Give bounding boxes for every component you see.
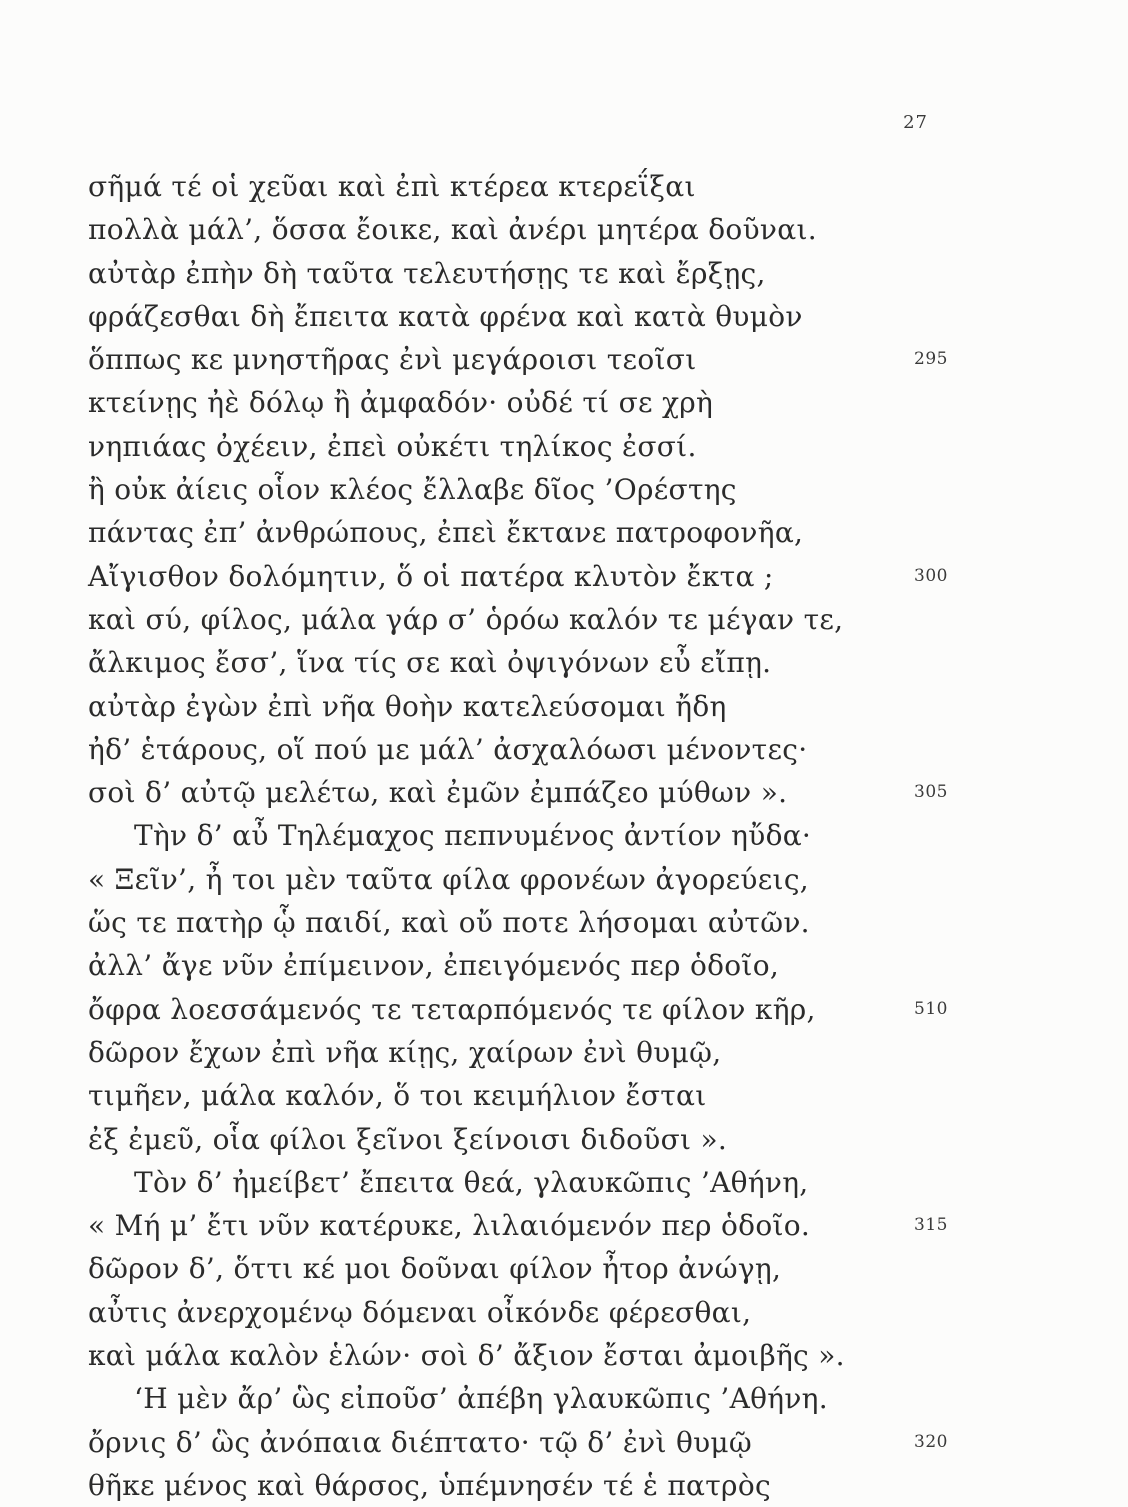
line-number: 295 [914,349,948,370]
verse-text: ὄρνις δ’ ὣς ἀνόπαια διέπτατο· τῷ δ’ ἐνὶ θυμῷ [88,1425,753,1459]
verse-line [88,252,948,295]
verse-text: αὐτὰρ ἐπὴν δὴ ταῦτα τελευτήσῃς τε καὶ ἔρξῃς, [88,256,766,290]
verse-line [88,1031,948,1074]
verse-text: τιμῆεν, μάλα καλόν, ὅ τοι κειμήλιον ἔσται [88,1079,707,1113]
verse-line [88,685,948,728]
verse-text: δῶρον ἔχων ἐπὶ νῆα κίῃς, χαίρων ἐνὶ θυμῷ, [88,1035,722,1069]
verse-line [88,555,948,598]
verse-block [88,165,948,1507]
verse-line [88,1161,948,1204]
verse-line [88,338,948,381]
verse-text: ὥς τε πατὴρ ᾧ παιδί, καὶ οὔ ποτε λήσομαι αὐτῶν. [88,906,810,940]
verse-text: καὶ σύ, φίλος, μάλα γάρ σ’ ὁρόω καλόν τε μέγαν τε, [88,602,844,636]
verse-line [88,1247,948,1290]
verse-text: φράζεσθαι δὴ ἔπειτα κατὰ φρένα καὶ κατὰ θυμὸν [88,299,803,333]
verse-line [88,511,948,554]
verse-text: Τὴν δ’ αὖ Τηλέμαχος πεπνυμένος ἀντίον ηὔδα· [134,819,812,853]
verse-text: πολλὰ μάλ’, ὅσσα ἔοικε, καὶ ἀνέρι μητέρα δοῦναι. [88,213,817,247]
line-number: 315 [914,1215,948,1236]
verse-line [88,988,948,1031]
verse-text: πάντας ἐπ’ ἀνθρώπους, ἐπεὶ ἔκτανε πατροφονῆα, [88,516,804,550]
verse-line [88,425,948,468]
verse-text: νηπιάας ὀχέειν, ἐπεὶ οὐκέτι τηλίκος ἐσσί. [88,429,697,463]
verse-line [88,165,948,208]
verse-line [88,1334,948,1377]
verse-text: « Μή μ’ ἔτι νῦν κατέρυκε, λιλαιόμενόν περ ὁδοῖο. [88,1209,811,1243]
verse-line [88,728,948,771]
verse-line [88,641,948,684]
line-number: 300 [914,565,948,586]
verse-line [88,1464,948,1507]
verse-text: καὶ μάλα καλὸν ἑλών· σοὶ δ’ ἄξιον ἔσται ἀμοιβῆς ». [88,1339,845,1373]
verse-line [88,1118,948,1161]
verse-line [88,208,948,251]
verse-line [88,1074,948,1117]
page-number: 27 [903,112,928,133]
verse-text: ἄλκιμος ἔσσ’, ἵνα τίς σε καὶ ὀψιγόνων εὖ εἴπῃ. [88,646,772,680]
verse-text: αὐτὰρ ἐγὼν ἐπὶ νῆα θοὴν κατελεύσομαι ἤδη [88,689,727,723]
verse-text: « Ξεῖν’, ἦ τοι μὲν ταῦτα φίλα φρονέων ἀγορεύεις, [88,862,810,896]
verse-text: Αἴγισθον δολόμητιν, ὅ οἱ πατέρα κλυτὸν ἔκτα ; [88,559,774,593]
verse-text: ὄφρα λοεσσάμενός τε τεταρπόμενός τε φίλον κῆρ, [88,992,816,1026]
verse-text: ἠδ’ ἑτάρους, οἵ πού με μάλ’ ἀσχαλόωσι μένοντες· [88,732,808,766]
verse-line [88,468,948,511]
verse-line [88,1421,948,1464]
verse-line [88,944,948,987]
verse-line [88,295,948,338]
verse-text: ‘Η μὲν ἄρ’ ὣς εἰποῦσ’ ἀπέβη γλαυκῶπις ’Αθήνη. [134,1382,828,1416]
verse-line [88,814,948,857]
verse-text: Τὸν δ’ ἠμείβετ’ ἔπειτα θεά, γλαυκῶπις ’Αθήνη, [134,1165,809,1199]
verse-line [88,901,948,944]
verse-line [88,1377,948,1420]
verse-line [88,598,948,641]
verse-text: αὖτις ἀνερχομένῳ δόμεναι οἶκόνδε φέρεσθαι, [88,1295,752,1329]
verse-text: ἀλλ’ ἄγε νῦν ἐπίμεινον, ἐπειγόμενός περ ὁδοῖο, [88,949,780,983]
line-number: 510 [914,998,948,1019]
verse-text: σοὶ δ’ αὐτῷ μελέτω, καὶ ἐμῶν ἐμπάζεο μύθων ». [88,776,788,810]
verse-text: σῆμά τέ οἱ χεῦαι καὶ ἐπὶ κτέρεα κτερεΐξαι [88,170,696,203]
verse-line [88,1291,948,1334]
verse-line [88,381,948,424]
line-number: 320 [914,1431,948,1452]
verse-text: ἢ οὐκ ἀίεις οἷον κλέος ἔλλαβε δῖος ’Ορέστης [88,473,737,507]
verse-line [88,858,948,901]
verse-text: δῶρον δ’, ὅττι κέ μοι δοῦναι φίλον ἦτορ ἀνώγῃ, [88,1252,782,1286]
verse-text: κτείνῃς ἠὲ δόλῳ ἢ ἀμφαδόν· οὐδέ τί σε χρὴ [88,386,714,420]
verse-text: ἐξ ἐμεῦ, οἷα φίλοι ξεῖνοι ξείνοισι διδοῦσι ». [88,1122,728,1156]
verse-text: θῆκε μένος καὶ θάρσος, ὑπέμνησέν τέ ἑ πατρὸς [88,1468,771,1502]
verse-line [88,771,948,814]
verse-line [88,1204,948,1247]
verse-text: ὅππως κε μνηστῆρας ἐνὶ μεγάροισι τεοῖσι [88,343,697,377]
line-number: 305 [914,782,948,803]
